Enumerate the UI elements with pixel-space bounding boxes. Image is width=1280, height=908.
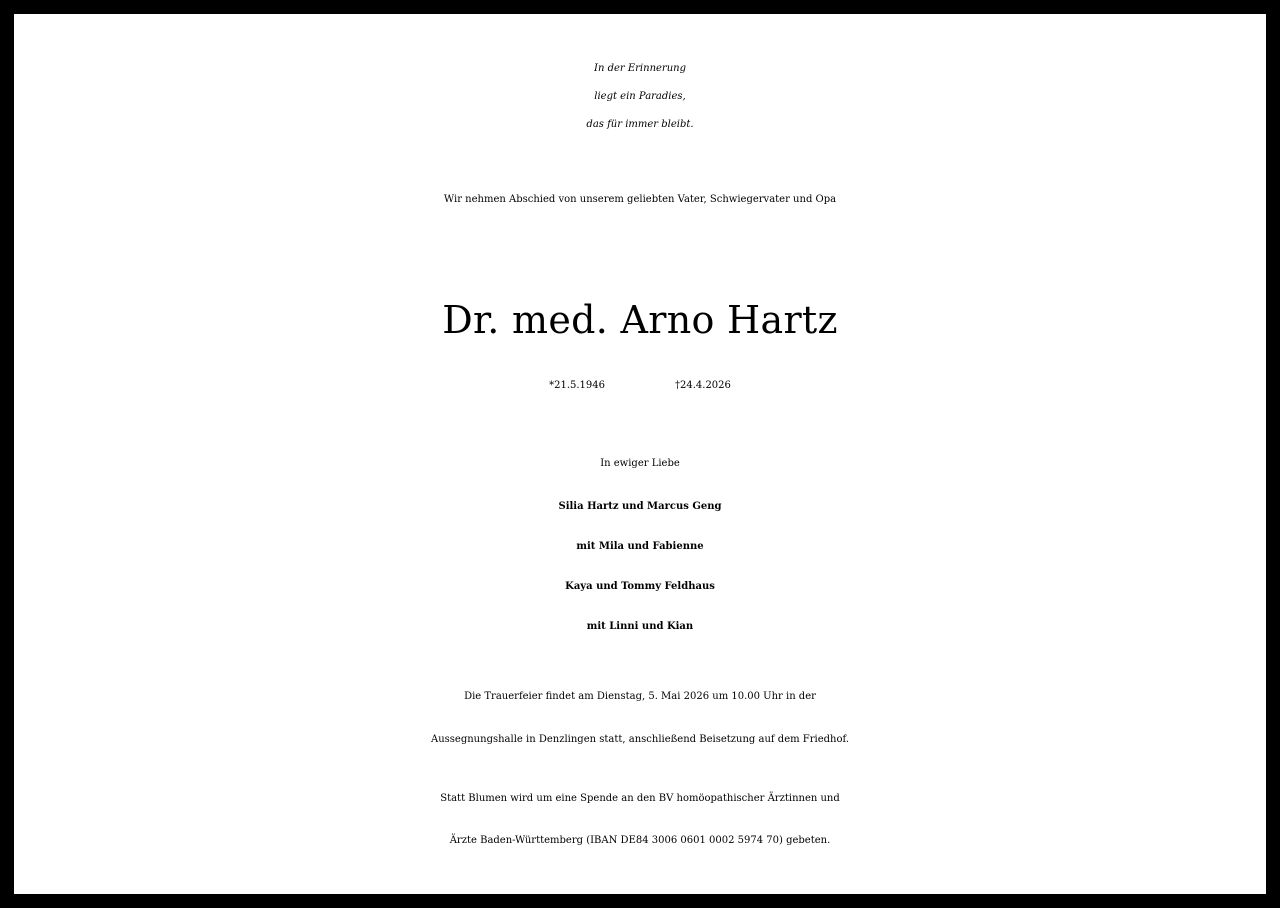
ceremony-line: Aussegnungshalle in Denzlingen statt, anschließend Beisetzung auf dem Friedhof.: [431, 734, 849, 745]
poem-line: In der Erinnerung: [594, 63, 686, 74]
donation-line: Ärzte Baden-Württemberg (IBAN DE84 3006 0601 0002 5974 70) gebeten.: [449, 835, 831, 846]
mourner-line: mit Mila und Fabienne: [576, 541, 704, 552]
mourner-line: Silia Hartz und Marcus Geng: [558, 501, 722, 512]
ceremony-line: Die Trauerfeier findet am Dienstag, 5. Mai 2026 um 10.00 Uhr in der: [464, 691, 816, 702]
intro-text: Wir nehmen Abschied von unserem geliebten Vater, Schwiegervater und Opa: [443, 194, 837, 205]
poem-line: liegt ein Paradies,: [594, 91, 686, 102]
mourners-heading: In ewiger Liebe: [600, 458, 680, 469]
birth-date: *21.5.1946: [549, 380, 605, 391]
death-date: †24.4.2026: [675, 380, 731, 391]
donation-line: Statt Blumen wird um eine Spende an den BV homöopathischer Ärztinnen und: [440, 793, 840, 804]
life-dates: [14, 369, 1266, 403]
mourner-line: Kaya und Tommy Feldhaus: [565, 581, 715, 592]
poem-line: das für immer bleibt.: [586, 119, 694, 130]
mourner-line: mit Linni und Kian: [586, 621, 694, 632]
deceased-name: Dr. med. Arno Hartz: [442, 298, 838, 342]
